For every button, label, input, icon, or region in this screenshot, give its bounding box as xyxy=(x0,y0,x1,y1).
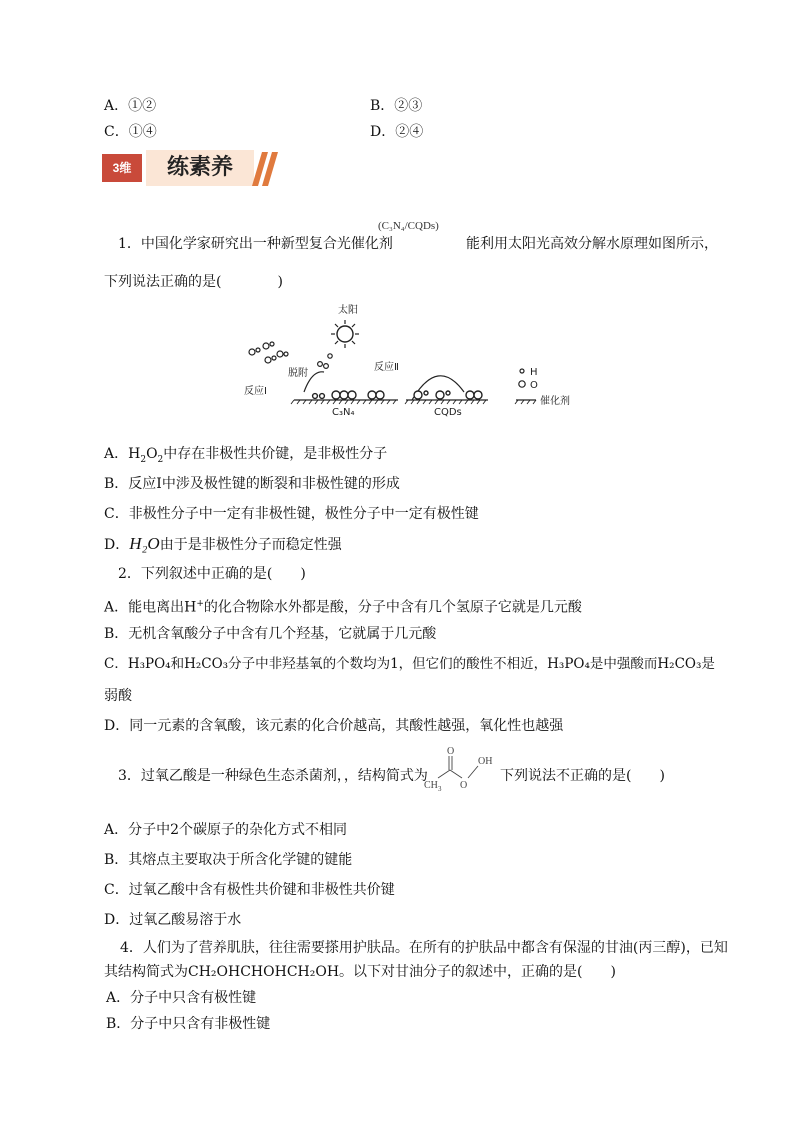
c3n4-label: C₃N₄ xyxy=(332,407,355,418)
option-b-top: B．②③ xyxy=(370,98,423,114)
q2-option-c-line1: C．H₃PO₄和H₂CO₃分子中非羟基氧的个数均为1，但它们的酸性不相近，H₃PO₄是中强酸而H₂CO₃是 xyxy=(104,656,715,672)
sun-icon xyxy=(331,320,359,348)
q1-stem-line1: 1．中国化学家研究出一种新型复合光催化剂 xyxy=(118,236,393,252)
cqds-label: CQDs xyxy=(434,407,462,418)
q2-option-c-line2: 弱酸 xyxy=(104,688,132,704)
option-c-top: C．①④ xyxy=(104,124,157,140)
q4-option-b: B．分子中只含有非极性键 xyxy=(106,1016,271,1032)
legend-h-label: H xyxy=(530,367,538,378)
struct-ch3-sub: 3 xyxy=(438,785,442,793)
q1-option-d: D．H₂O由于是非极性分子而稳定性强 xyxy=(104,534,342,553)
peracetic-acid-structure xyxy=(420,744,500,796)
q2-option-b: B．无机含氧酸分子中含有几个羟基，它就属于几元酸 xyxy=(104,626,437,642)
q3-option-a: A．分子中2个碳原子的杂化方式不相同 xyxy=(104,822,348,838)
legend-atoms xyxy=(519,369,525,387)
photocatalysis-diagram xyxy=(238,296,578,420)
q4-stem-line1: 4．人们为了营养肌肤，往往需要搽用护肤品。在所有的护肤品中都含有保湿的甘油(丙三醇)，已知 xyxy=(120,940,728,956)
option-a-top: A．①② xyxy=(104,98,157,114)
q2-option-d: D．同一元素的含氧酸，该元素的化合价越高，其酸性越强，氧化性也越强 xyxy=(104,718,564,734)
q1-option-b: B．反应Ⅰ中涉及极性键的断裂和非极性键的形成 xyxy=(104,476,400,492)
q2-stem: 2．下列叙述中正确的是( ) xyxy=(118,566,306,582)
q3-option-d: D．过氧乙酸易溶于水 xyxy=(104,912,242,928)
desorb-label: 脱附 xyxy=(288,368,308,379)
struct-o-bottom: O xyxy=(460,780,468,791)
option-d-top: D．②④ xyxy=(370,124,424,140)
q1-option-a: A．$H_2O_2$中存在非极性共价键，是非极性分子 xyxy=(104,446,388,465)
legend-o-label: O xyxy=(530,380,538,391)
q1-option-c: C．非极性分子中一定有非极性键，极性分子中一定有极性键 xyxy=(104,506,479,522)
struct-ch3: CH xyxy=(424,780,438,791)
banner-tag: 3维 xyxy=(102,154,142,182)
q1-stem-line2: 下列说法正确的是( ) xyxy=(104,274,283,290)
q3-stem-part2: 下列说法不正确的是( ) xyxy=(500,768,665,784)
q2-option-a: A．能电离出H+的化合物除水外都是酸，分子中含有几个氢原子它就是几元酸 xyxy=(104,599,582,616)
sun-label: 太阳 xyxy=(338,305,358,316)
q1-catalyst-formula: (C₃N₄/CQDs) xyxy=(378,220,439,232)
q1-stem-line1-end: 能利用太阳光高效分解水原理如图所示， xyxy=(466,236,718,252)
q3-stem-part1: 3．过氧乙酸是一种绿色生态杀菌剂，，结构简式为 xyxy=(118,768,428,784)
q3-option-c: C．过氧乙酸中含有极性共价键和非极性共价键 xyxy=(104,882,395,898)
water-molecules xyxy=(249,342,332,368)
q4-option-a: A．分子中只含有极性键 xyxy=(106,990,257,1006)
struct-oh: OH xyxy=(478,756,493,767)
reaction2-label: 反应Ⅱ xyxy=(374,362,399,373)
reaction1-label: 反应Ⅰ xyxy=(244,386,267,397)
struct-o-top: O xyxy=(447,746,455,757)
q3-option-b: B．其熔点主要取决于所含化学键的键能 xyxy=(104,852,353,868)
q4-stem-line2: 其结构简式为CH₂OHCHOHCH₂OH。以下对甘油分子的叙述中，正确的是( ) xyxy=(104,964,616,980)
banner-stripes-decoration xyxy=(252,152,282,186)
section-banner xyxy=(102,150,280,188)
banner-title: 练素养 xyxy=(146,150,254,186)
legend-catalyst-label: 催化剂 xyxy=(540,396,570,407)
